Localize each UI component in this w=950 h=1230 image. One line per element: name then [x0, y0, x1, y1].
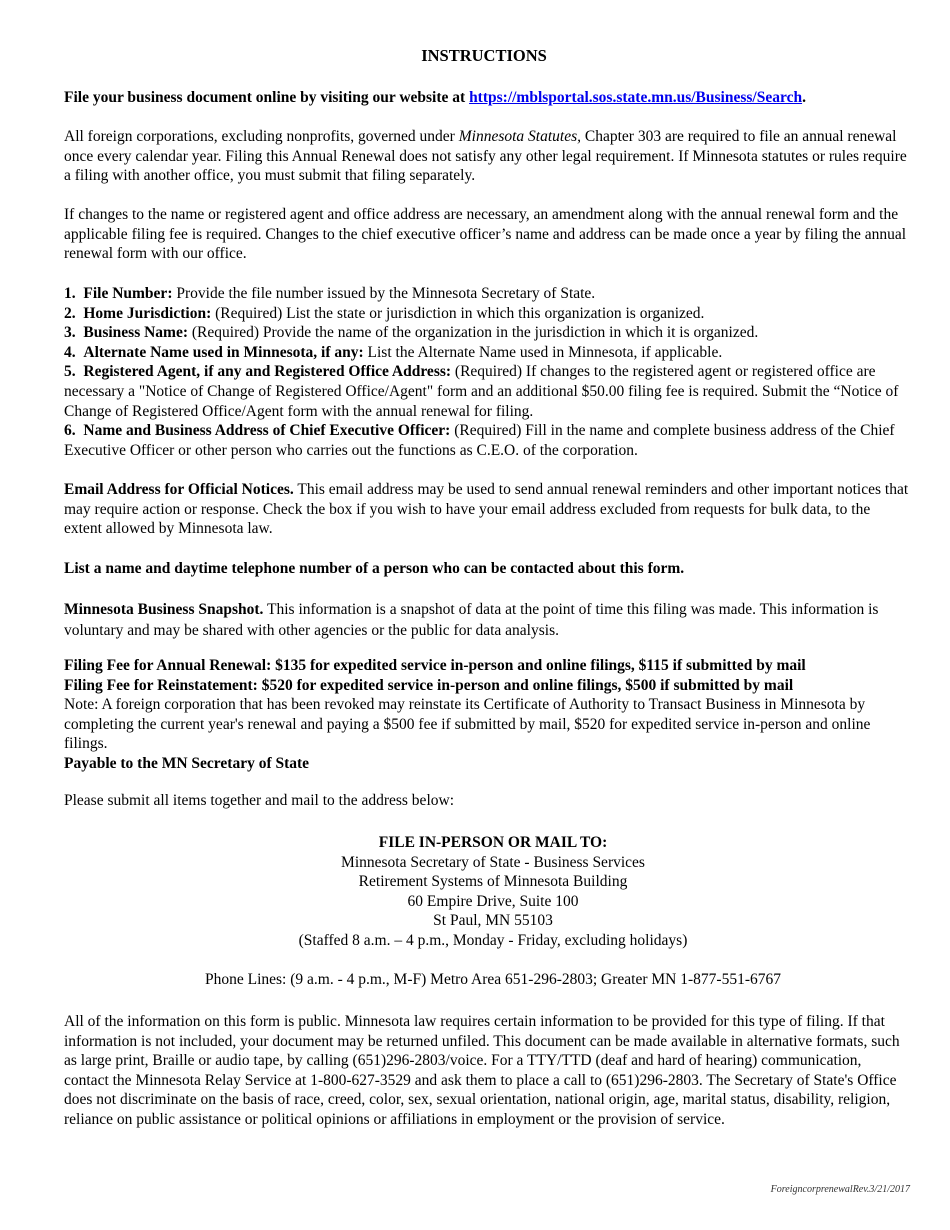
item-number: 1. [64, 285, 76, 302]
snapshot-paragraph [64, 599, 909, 641]
changes-paragraph: If changes to the name or registered agent and office address are necessary, an amendment along with the annual renewal form and the applicable filing fee is required. Changes to the chief executive officer’s name and address can be made once a year by filing the annual renewal form with our office. [64, 206, 907, 263]
payable-to: Payable to the MN Secretary of State [64, 754, 310, 772]
list-item [64, 421, 909, 460]
fees-section [64, 656, 912, 774]
item-label: Name and Business Address of Chief Executive Officer: [83, 422, 451, 440]
list-item [64, 362, 909, 421]
intro-paragraph [64, 127, 909, 186]
intro-text-2: Chapter 303 are required to file an annual renewal once every calendar year. Filing this Annual Renewal does not satisfy any other legal requirement. If Minnesota statutes or rules require a filing with another office, you must submit that filing separately. [64, 128, 907, 185]
item-label: Registered Agent, if any and Registered Office Address: [83, 363, 452, 381]
address-line: Retirement Systems of Minnesota Building [358, 873, 628, 891]
address-heading: FILE IN-PERSON OR MAIL TO: [378, 834, 608, 851]
intro-text-1: All foreign corporations, excluding nonprofits, governed under [64, 128, 459, 145]
public-info-paragraph: All of the information on this form is public. Minnesota law requires certain information to be provided for this type of filing. If that information is not included, your document may be returned unfiled. This document can be made available in alternative formats, such as large print, Braille or audio tape, by calling (651)296-2803/voice. For a TTY/TTD (deaf and hard of hearing) communication, contact the Minnesota Relay Service at 1-800-627-3529 and ask them to place a call to (651)296-2803. The Secretary of State's Office does not discriminate on the basis of race, creed, color, sex, sexual orientation, national origin, age, marital status, disability, religion, reliance on public assistance or political opinions or affiliations in employment or the provision of service. [64, 1013, 900, 1128]
address-line: St Paul, MN 55103 [433, 912, 553, 930]
email-label: Email Address for Official Notices. [64, 481, 294, 498]
online-prefix: File your business document online by visiting our website at [64, 89, 470, 106]
address-line: 60 Empire Drive, Suite 100 [407, 892, 579, 910]
office-hours: (Staffed 8 a.m. – 4 p.m., Monday - Friday, excluding holidays) [298, 931, 688, 949]
item-number: 2. [64, 304, 76, 322]
list-item [64, 323, 909, 343]
annual-fee: Filing Fee for Annual Renewal: $135 for expedited service in-person and online filings, $115 if submitted by mail [64, 657, 806, 674]
address-line: Minnesota Secretary of State - Business Services [341, 853, 645, 871]
item-text: List the Alternate Name used in Minnesota, if applicable. [363, 343, 723, 361]
phone-lines: Phone Lines: (9 a.m. - 4 p.m., M-F) Metro Area 651-296-2803; Greater MN 1-877-551-6767 [205, 971, 781, 988]
list-item [64, 304, 909, 324]
snapshot-text: This information is a snapshot of data at the point of time this filing was made. This information is voluntary and may be shared with other agencies or the public for data analysis. [64, 601, 879, 639]
list-item [64, 343, 909, 363]
item-text: (Required) If changes to the registered agent or registered office are necessary a "Notice of Change of Registered Office/Agent" form and an additional $50.00 filing fee is required. Submit the “Notice of Change of Registered Office/Agent form with the annual renewal for filing. [64, 363, 899, 420]
list-item [64, 284, 909, 304]
item-label: Business Name: [83, 324, 189, 342]
item-label: File Number: [83, 285, 173, 302]
item-text: (Required) List the state or jurisdiction in which this organization is organized. [211, 304, 705, 322]
item-label: Alternate Name used in Minnesota, if any: [83, 343, 364, 361]
document-page [64, 0, 909, 1230]
item-text: Provide the file number issued by the Minnesota Secretary of State. [172, 285, 596, 302]
item-text: (Required) Fill in the name and complete business address of the Chief Executive Officer or other person who carries out the functions as C.E.O. of the corporation. [64, 422, 895, 459]
item-text: (Required) Provide the name of the organization in the jurisdiction in which it is organized. [188, 324, 759, 342]
online-filing-notice [64, 88, 909, 108]
online-suffix: . [802, 89, 806, 106]
item-label: Home Jurisdiction: [83, 304, 212, 322]
submit-instruction: Please submit all items together and mail to the address below: [64, 792, 454, 809]
item-number: 5. [64, 363, 76, 381]
item-number: 6. [64, 422, 76, 440]
instruction-list [64, 284, 909, 460]
reinstatement-fee: Filing Fee for Reinstatement: $520 for expedited service in-person and online filings, $500 if submitted by mail [64, 676, 794, 694]
snapshot-label: Minnesota Business Snapshot. [64, 601, 264, 618]
contact-instruction: List a name and daytime telephone number of a person who can be contacted about this form. [64, 560, 685, 577]
email-paragraph [64, 480, 909, 539]
email-text: This email address may be used to send annual renewal reminders and other important notices that may require action or response. Check the box if you wish to have your email address excluded from requests for bulk data, to the extent allowed by Minnesota law. [64, 481, 909, 538]
form-revision-code: ForeigncorprenewalRev.3/21/2017 [770, 1184, 910, 1195]
intro-statutes: Minnesota Statutes, [458, 128, 582, 145]
mailing-address [64, 833, 922, 951]
business-search-link[interactable]: https://mblsportal.sos.state.mn.us/Business/Search [469, 89, 803, 106]
item-number: 4. [64, 343, 76, 361]
reinstatement-note: Note: A foreign corporation that has been revoked may reinstate its Certificate of Authority to Transact Business in Minnesota by completing the current year's renewal and paying a $500 fee if submitted by mail, $520 for expedited service in-person and online filings. [64, 696, 871, 753]
item-number: 3. [64, 324, 76, 342]
page-title: INSTRUCTIONS [421, 46, 547, 65]
